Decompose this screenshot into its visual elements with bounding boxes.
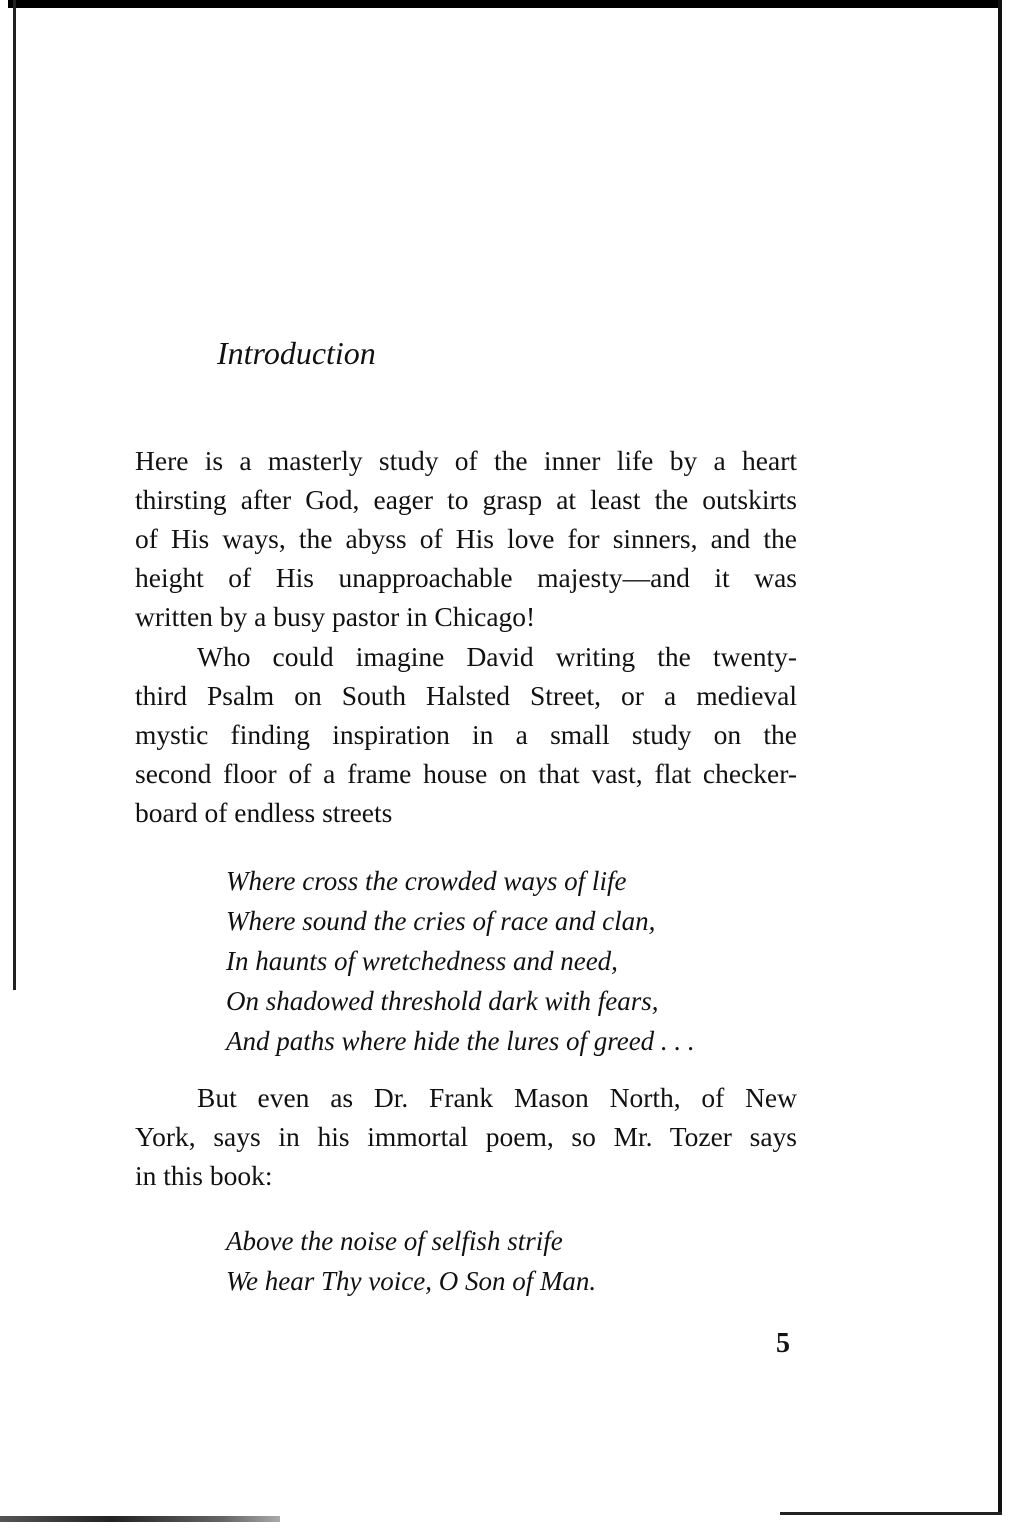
- verse-line: Where cross the crowded ways of life: [226, 866, 627, 896]
- text-line: Here is a masterly study of the inner life by a heart: [135, 445, 797, 476]
- scan-border-right: [998, 0, 1002, 1515]
- text-line: mystic finding inspiration in a small study on the: [135, 719, 797, 750]
- verse-line: Above the noise of selfish strife: [226, 1226, 563, 1256]
- verse-line: And paths where hide the lures of greed . . .: [226, 1026, 695, 1056]
- page-number: 5: [776, 1328, 790, 1359]
- text-line: But even as Dr. Frank Mason North, of New: [197, 1082, 797, 1113]
- text-line: in this book:: [135, 1160, 273, 1191]
- scan-border-left: [13, 0, 16, 990]
- scan-border-bottom-right: [780, 1512, 1002, 1515]
- text-line: third Psalm on South Halsted Street, or a medieval: [135, 680, 797, 711]
- text-line: board of endless streets: [135, 797, 393, 828]
- verse-line: In haunts of wretchedness and need,: [226, 946, 618, 976]
- text-line: of His ways, the abyss of His love for sinners, and the: [135, 523, 797, 554]
- scan-border-top: [8, 0, 1002, 8]
- text-line: Who could imagine David writing the twenty-: [197, 641, 797, 672]
- scan-border-bottom: [0, 1516, 280, 1522]
- text-line: York, says in his immortal poem, so Mr. Tozer says: [135, 1121, 797, 1152]
- verse-line: We hear Thy voice, O Son of Man.: [226, 1266, 597, 1296]
- verse-line: On shadowed threshold dark with fears,: [226, 986, 659, 1016]
- verse-line: Where sound the cries of race and clan,: [226, 906, 656, 936]
- chapter-heading: Introduction: [217, 335, 376, 371]
- text-line: written by a busy pastor in Chicago!: [135, 601, 536, 632]
- text-line: thirsting after God, eager to grasp at least the outskirts: [135, 484, 797, 515]
- text-line: second floor of a frame house on that vast, flat checker-: [135, 758, 797, 789]
- text-line: height of His unapproachable majesty—and it was: [135, 562, 797, 593]
